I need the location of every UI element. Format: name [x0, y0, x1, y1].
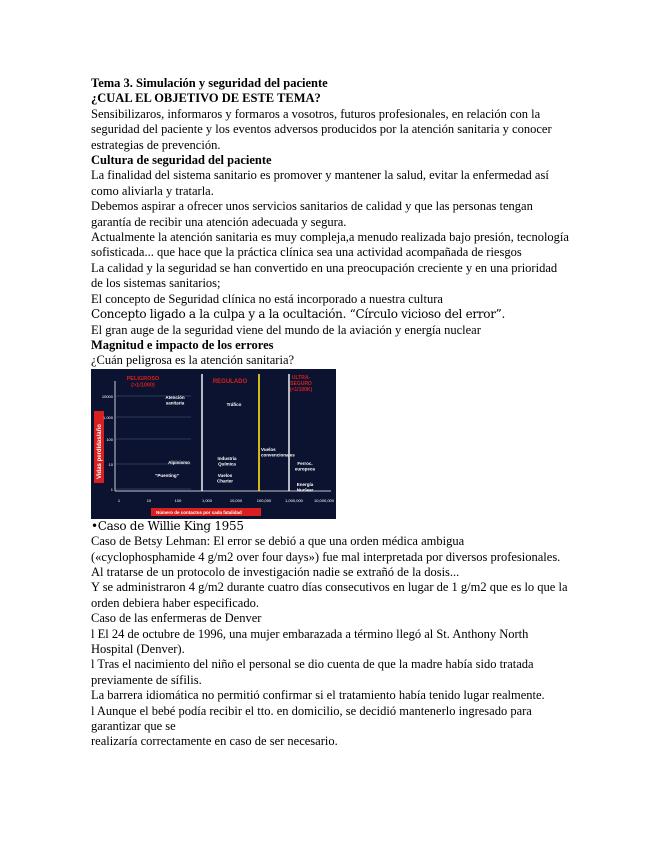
x-tick-label: 10,000: [229, 497, 243, 503]
label-vuelos-charter: Vuelos Charter: [216, 472, 234, 484]
label-ferroc-europeos: Ferroc. europeos: [294, 460, 316, 472]
culture-paragraph: El concepto de Seguridad clínica no está incorporado a nuestra cultura: [91, 291, 443, 306]
label-trafico: Tráfico: [226, 401, 242, 407]
y-tick-label: 10: [108, 461, 113, 467]
y-tick-label: 1,000: [102, 414, 113, 420]
label-alpinismo: Alpinismo: [168, 459, 190, 465]
willie-king-line: •Caso de Willie King 1955: [91, 518, 244, 533]
aviation-line: El gran auge de la seguridad viene del mundo de la aviación y energía nuclear: [91, 322, 481, 337]
y-tick-label: 100: [106, 436, 113, 442]
risk-chart-image: [91, 369, 336, 519]
objective-heading: ¿CUAL EL OBJETIVO DE ESTE TEMA?: [91, 91, 321, 106]
x-tick-label: 1,000: [201, 497, 213, 503]
objective-text: Sensibilizaros, informaros y formaros a vosotros, futuros profesionales, en relación con la seguridad del paciente y los eventos adversos producidos por la atención sanitaria y conocer estrategias de prevención.: [91, 106, 552, 152]
magnitude-heading: Magnitud e impacto de los errores: [91, 337, 274, 352]
zone-title: REGULADO: [212, 378, 248, 385]
x-tick-label: 10,000,000: [313, 497, 335, 503]
label-vuelos-convencionales: Vuelos convencionales: [261, 446, 295, 458]
x-tick-label: 100,000: [256, 497, 272, 503]
culture-paragraph: Actualmente la atención sanitaria es muy compleja,a menudo realizada bajo presión, tecnología sofisticada... que hace que la práctica clínica sea una actividad acompañada de riesgos: [91, 230, 569, 260]
case-paragraph: Y se administraron 4 g/m2 durante cuatro días consecutivos en lugar de 1 g/m2 que es lo que la orden debiera haber especificado.: [91, 580, 568, 610]
case-paragraph: l Aunque el bebé podía recibir el tto. en domicilio, se decidió mantenerlo ingresado para garantizar que se: [91, 703, 532, 733]
zone-title: ULTRA-SEGURO (<1/100K): [289, 374, 313, 393]
zone-title: PELIGROSO (>1/1000): [126, 375, 160, 389]
case-paragraph: l El 24 de octubre de 1996, una mujer embarazada a término llegó al St. Anthony North Hospital (Denver).: [91, 626, 529, 656]
label-industria-quimica: Industria Química: [217, 455, 237, 467]
label-energia-nuclear: Energía Nuclear: [296, 481, 314, 493]
culture-paragraph: La finalidad del sistema sanitario es promover y mantener la salud, evitar la enfermedad así como aliviarla y tratarla.: [91, 168, 549, 198]
y-tick-label: 10000: [101, 393, 113, 399]
risk-chart-svg: [91, 369, 336, 519]
y-axis-label: Vidas perdidas/año: [97, 423, 103, 479]
concept-line: Concepto ligado a la culpa y a la ocultación. “Círculo vicioso del error”.: [91, 307, 505, 322]
case-paragraph: La barrera idiomática no permitió confirmar si el tratamiento había tenido lugar realmente.: [91, 688, 545, 703]
x-tick-label: 100: [174, 497, 182, 503]
culture-heading: Cultura de seguridad del paciente: [91, 153, 272, 168]
x-tick-label: 1: [117, 497, 121, 503]
document-title: Tema 3. Simulación y seguridad del paciente: [91, 76, 328, 90]
case-paragraph: l Tras el nacimiento del niño el personal se dio cuenta de que la madre había sido tratada previamente de sífilis.: [91, 657, 534, 687]
case-paragraph: Caso de las enfermeras de Denver: [91, 611, 262, 626]
chart-question: ¿Cuán peligrosa es la atención sanitaria?: [91, 353, 295, 368]
case-paragraph: realizaría correctamente en caso de ser necesario.: [91, 734, 338, 749]
label-puenting: “Puenting”: [155, 472, 179, 478]
y-tick-label: 1: [110, 486, 113, 492]
culture-paragraph: Debemos aspirar a ofrecer unos servicios sanitarios de calidad y que las personas tengan garantía de recibir una atención adecuada y segura.: [91, 199, 533, 229]
x-tick-label: 1,000,000: [285, 497, 303, 503]
document-page: [91, 76, 571, 750]
culture-paragraph: La calidad y la seguridad se han convertido en una preocupación creciente y en una prioridad de los sistemas sanitarios;: [91, 260, 558, 291]
x-axis-label: Número de contactos por cada fatalidad: [156, 509, 242, 515]
x-tick-label: 10: [146, 497, 152, 503]
case-paragraph: Caso de Betsy Lehman: El error se debió a que una orden médica ambigua («cyclophosphamide 4 g/m2 over four days») fue mal interpretada por diversos profesionales. Al tratarse de un protocolo de investigación nadie se extrañó de la dosis...: [91, 534, 561, 579]
label-atencion-sanitaria: Atención sanitaria: [165, 394, 185, 406]
